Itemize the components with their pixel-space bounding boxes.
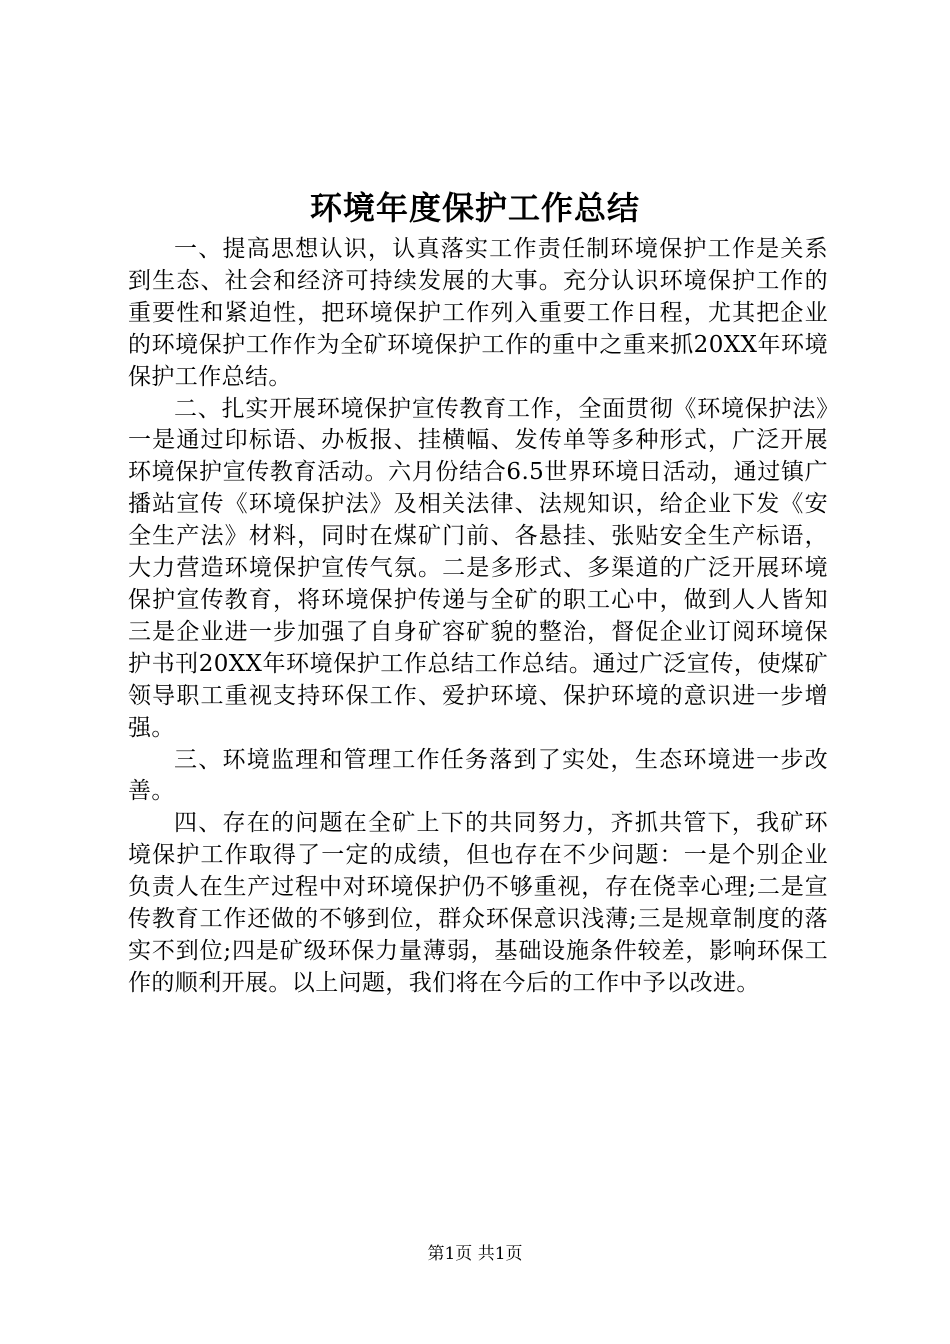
document-title: 环境年度保护工作总结 xyxy=(309,189,640,227)
paragraph-3: 三、环境监理和管理工作任务落到了实处，生态环境进一步改善。 xyxy=(128,746,828,805)
paragraph-2: 二、扎实开展环境保护宣传教育工作，全面贯彻《环境保护法》一是通过印标语、办板报、挂横幅、发传单等多种形式，广泛开展环境保护宣传教育活动。六月份结合6.5世界环境日活动，通过镇广播站宣传《环境保护法》及相关法律、法规知识，给企业下发《安全生产法》材料，同时在煤矿门前、各悬挂、张贴安全生产标语，大力营造环境保护宣传气氛。二是多形式、多渠道的广泛开展环境保护宣传教育，将环境保护传递与全矿的职工心中，做到人人皆知三是企业进一步加强了自身矿容矿貌的整治，督促企业订阅环境保护书刊20XX年环境保护工作总结工作总结。通过广泛宣传，使煤矿领导职工重视支持环保工作、爱护环境、保护环境的意识进一步增强。 xyxy=(128,395,828,741)
document-body xyxy=(128,234,828,1000)
page-footer: 第1页 共1页 xyxy=(427,1244,523,1264)
paragraph-4: 四、存在的问题在全矿上下的共同努力，齐抓共管下，我矿环境保护工作取得了一定的成绩，但也存在不少问题：一是个别企业负责人在生产过程中对环境保护仍不够重视，存在侥幸心理;二是宣传教育工作还做的不够到位，群众环保意识浅薄;三是规章制度的落实不到位;四是矿级环保力量薄弱，基础设施条件较差，影响环保工作的顺利开展。以上问题，我们将在今后的工作中予以改进。 xyxy=(128,810,828,996)
paragraph-1: 一、提高思想认识，认真落实工作责任制环境保护工作是关系到生态、社会和经济可持续发展的大事。充分认识环境保护工作的重要性和紧迫性，把环境保护工作列入重要工作日程，尤其把企业的环境保护工作作为全矿环境保护工作的重中之重来抓20XX年环境保护工作总结。 xyxy=(128,236,828,390)
